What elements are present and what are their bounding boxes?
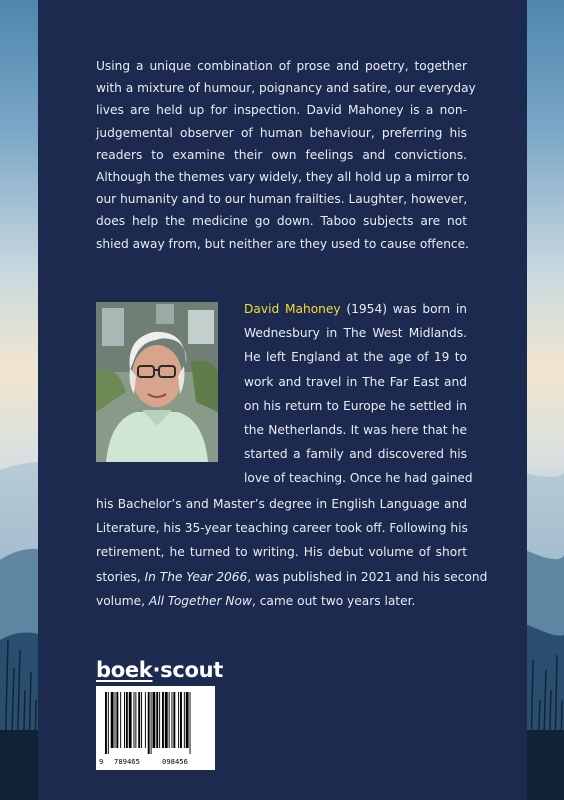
book-title-2: All Together Now	[148, 593, 252, 608]
author-photo	[96, 302, 218, 462]
barcode-bar	[156, 692, 158, 748]
barcode-bars	[96, 686, 215, 758]
barcode-bar	[115, 692, 116, 748]
barcode-bar	[124, 692, 125, 748]
barcode-bar	[105, 692, 107, 754]
blurb-paragraph	[96, 55, 476, 255]
publisher-logo: boek·scout	[96, 658, 224, 682]
barcode-bar	[129, 692, 132, 748]
blurb-line: lives are held up for inspection. David Mahoney is a non-	[96, 103, 467, 118]
barcode-bar	[172, 692, 173, 748]
author-name: David Mahoney	[244, 302, 341, 316]
barcode-bar	[162, 692, 164, 748]
barcode-bar	[138, 692, 140, 748]
blurb-line: does help the medicine go down. Taboo subjects are not	[96, 214, 467, 229]
bio-line: on his return to Europe he settled in	[244, 398, 467, 413]
blurb-line: Although the themes vary widely, they all hold up a mirror to	[96, 170, 470, 185]
blurb-line: Using a unique combination of prose and poetry, together	[96, 59, 467, 73]
bio-line: David Mahoney (1954) was born in	[244, 302, 467, 316]
bio-line: stories, In The Year 2066, was published in 2021 and his second	[96, 569, 488, 584]
barcode-bar	[153, 692, 156, 748]
bio-line: started a family and discovered his	[244, 447, 467, 462]
isbn-barcode	[96, 686, 215, 770]
bio-line: Wednesbury in The West Midlands.	[244, 326, 467, 341]
barcode-bar	[169, 692, 170, 748]
barcode-bar	[134, 692, 135, 748]
barcode-bar	[180, 692, 182, 748]
blurb-line: shied away from, but neither are they used to cause offence.	[96, 236, 470, 251]
bio-line: the Netherlands. It was here that he	[244, 423, 467, 438]
barcode-bar	[178, 692, 179, 748]
bio-line: work and travel in The Far East and	[244, 374, 467, 389]
barcode-bar	[173, 692, 175, 748]
barcode-bar	[190, 692, 191, 754]
bio-line: Literature, his 35-year teaching career took off. Following his	[96, 521, 468, 536]
book-title-1: In The Year 2066	[144, 569, 248, 584]
barcode-bar	[165, 692, 168, 748]
barcode-digits: 9 789465 098456	[99, 757, 188, 766]
barcode-bar	[111, 692, 114, 748]
bio-line: retirement, he turned to writing. His debut volume of short	[96, 545, 467, 560]
barcode-bar	[186, 692, 189, 748]
blurb-line: judgemental observer of human behaviour, preferring his	[96, 125, 467, 140]
barcode-bar	[184, 692, 185, 748]
barcode-bar	[151, 692, 152, 754]
barcode-bar	[116, 692, 118, 748]
bio-paragraph-full	[96, 492, 488, 613]
bio-line: He left England at the age of 19 to	[244, 350, 467, 365]
barcode-bar	[120, 692, 121, 748]
barcode-bar	[108, 692, 109, 754]
barcode-bar	[126, 692, 128, 748]
barcode-bar	[135, 692, 136, 748]
bio-line: volume, All Together Now, came out two years later.	[96, 593, 416, 608]
barcode-bar	[145, 692, 146, 748]
barcode-bar	[159, 692, 160, 748]
barcode-bar	[141, 692, 142, 748]
barcode-bar	[148, 692, 150, 754]
bio-paragraph-right	[244, 297, 473, 491]
blurb-line: readers to examine their own feelings and convictions.	[96, 147, 467, 162]
bio-line: love of teaching. Once he had gained	[244, 471, 473, 486]
bio-line: his Bachelor’s and Master’s degree in English Language and	[96, 497, 467, 511]
blurb-line: with a mixture of humour, poignancy and satire, our everyday	[96, 81, 476, 96]
blurb-line: our humanity and to our human frailties. Laughter, however,	[96, 192, 468, 207]
